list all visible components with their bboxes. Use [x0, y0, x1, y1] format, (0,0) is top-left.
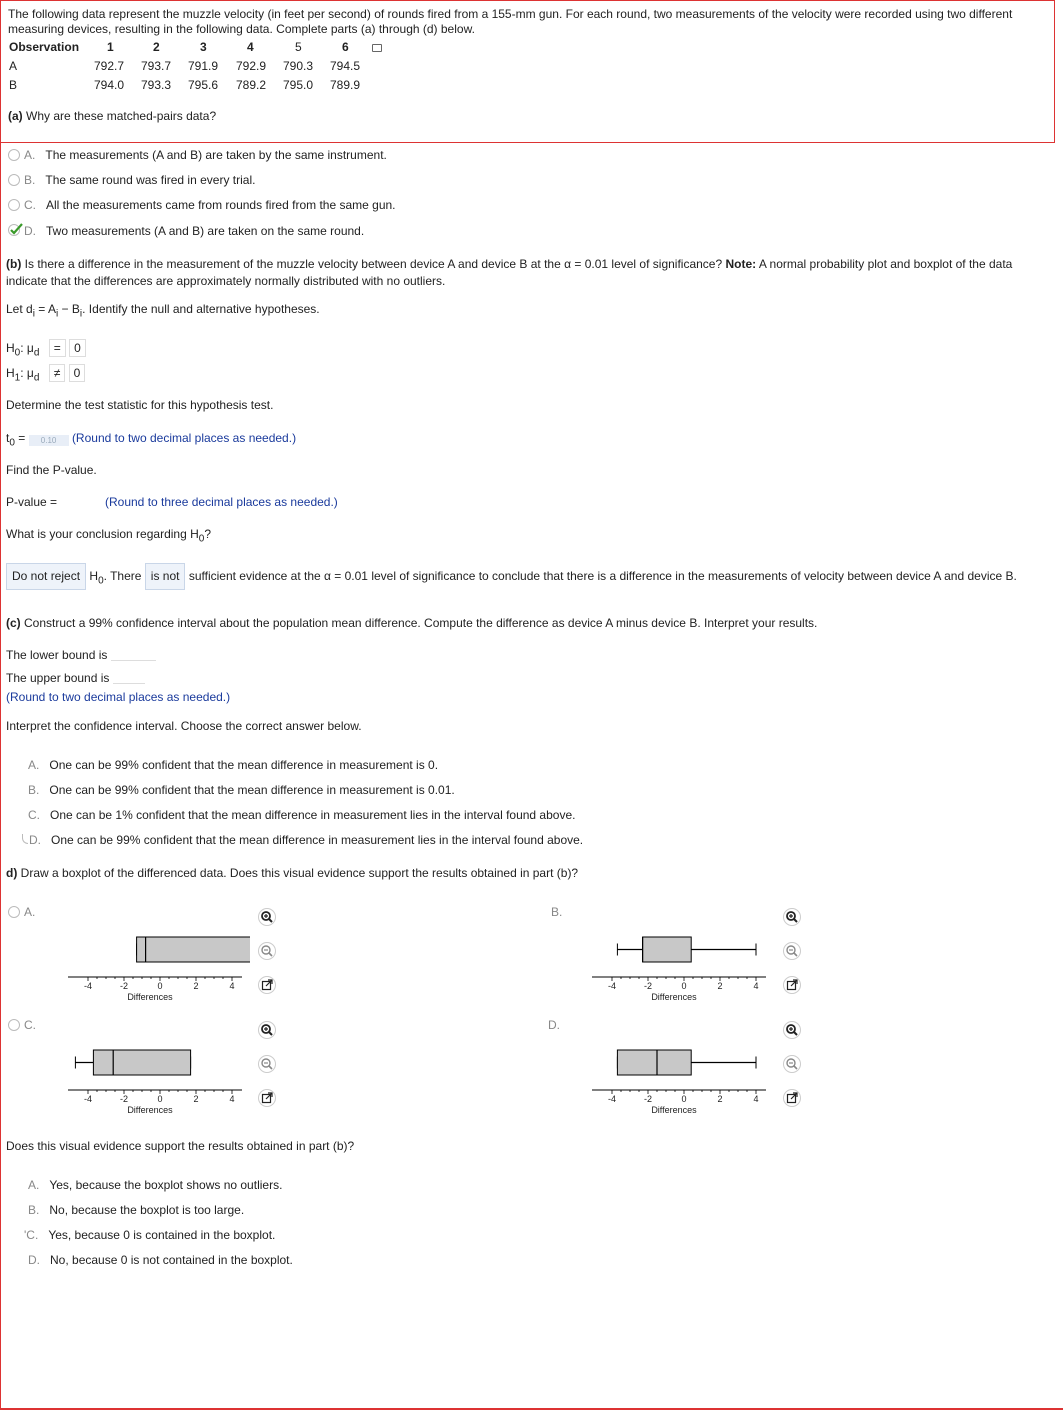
- popout-icon[interactable]: [783, 1089, 801, 1107]
- plot-option-a-label[interactable]: A.: [8, 905, 35, 919]
- frame-left-border: [0, 143, 1, 1410]
- part-a-option-c[interactable]: C. All the measurements came from rounds fired from the same gun.: [8, 198, 396, 212]
- h1-value[interactable]: 0: [69, 364, 86, 382]
- part-c-hint: (Round to two decimal places as needed.): [6, 690, 231, 704]
- upper-bound-row: The upper bound is: [6, 671, 145, 685]
- popout-icon[interactable]: [258, 976, 276, 994]
- part-c-option-a[interactable]: A. One can be 99% confident that the mean difference in measurement is 0.: [28, 758, 439, 772]
- boxplot-c: [60, 1038, 250, 1118]
- part-a-option-d[interactable]: D. Two measurements (A and B) are taken on the same round.: [8, 223, 364, 238]
- t0-input[interactable]: 0.10: [29, 435, 69, 446]
- part-b-question: (b) Is there a difference in the measurement of the muzzle velocity between device A and device B at the α = 0.01 level of significance? Note: A normal probability plot and boxplot of the data indicate that the differences are approximately normally distributed with no outliers.: [6, 257, 1013, 288]
- tick-label: -4: [607, 1094, 617, 1104]
- zoom-out-icon[interactable]: [783, 942, 801, 960]
- tick-label: 0: [157, 1094, 163, 1104]
- plot-option-c-label[interactable]: C.: [8, 1018, 36, 1032]
- part-d-option-d[interactable]: D. No, because 0 is not contained in the boxplot.: [28, 1253, 293, 1267]
- pvalue-input[interactable]: [66, 495, 100, 509]
- tick-label: 0: [681, 1094, 687, 1104]
- tick-label: 4: [753, 1094, 759, 1104]
- copy-icon[interactable]: [372, 44, 382, 52]
- boxplot-a: [60, 925, 250, 1005]
- obs-3: 3: [200, 40, 207, 54]
- alt-hypothesis: $H_1$: $\mu_d \ne 0$: [6, 364, 85, 383]
- cell: 793.7: [141, 59, 172, 73]
- null-hypothesis: $H_0$: $\mu_d = 0$: [6, 339, 86, 358]
- axis-label: Differences: [127, 992, 173, 1002]
- part-a-option-b[interactable]: B. The same round was fired in every trial.: [8, 173, 255, 187]
- radio-icon[interactable]: [8, 149, 20, 161]
- zoom-out-icon[interactable]: [258, 942, 276, 960]
- cell: 789.2: [236, 78, 267, 92]
- lower-bound-input[interactable]: [111, 650, 156, 661]
- conclusion-prompt: What is your conclusion regarding $H_0$?: [6, 527, 212, 545]
- radio-icon[interactable]: [8, 174, 20, 186]
- zoom-in-icon[interactable]: [258, 908, 276, 926]
- pvalue-prompt: Find the P-value.: [6, 463, 97, 477]
- part-d-option-c[interactable]: 'C. Yes, because 0 is contained in the boxplot.: [24, 1228, 276, 1242]
- cell: 792.7: [94, 59, 125, 73]
- obs-1: 1: [107, 40, 114, 54]
- conclusion-statement: Do not reject $H_0$. There is not sufficient evidence at the α = 0.01 level of significance to conclude that there is a difference in the measurements of velocity between device A and device B.: [6, 563, 1051, 591]
- part-d-option-a[interactable]: A. Yes, because the boxplot shows no outliers.: [28, 1178, 283, 1192]
- h0-operator[interactable]: =: [49, 339, 66, 357]
- upper-bound-input[interactable]: [113, 673, 145, 684]
- part-c-option-d[interactable]: D. One can be 99% confident that the mean difference in measurement lies in the interval found above.: [22, 833, 583, 847]
- radio-partial-icon: [22, 834, 28, 844]
- tick-label: -2: [643, 1094, 653, 1104]
- box-iqr: [643, 937, 692, 962]
- tick-label: 2: [193, 1094, 199, 1104]
- h1-operator[interactable]: ≠: [49, 364, 66, 382]
- tick-label: 4: [229, 981, 235, 991]
- pvalue-label: P-value =: [6, 495, 58, 509]
- test-stat-prompt: Determine the test statistic for this hypothesis test.: [6, 398, 274, 412]
- tick-label: -2: [643, 981, 653, 991]
- tick-label: -4: [607, 981, 617, 991]
- cell: 794.5: [330, 59, 361, 73]
- h0-value[interactable]: 0: [69, 339, 86, 357]
- plot-option-b-label[interactable]: B.: [551, 905, 563, 919]
- tick-label: -4: [83, 981, 93, 991]
- row-label-a: A: [9, 59, 18, 73]
- cell: 792.9: [236, 59, 267, 73]
- box-iqr: [137, 937, 250, 962]
- axis-label: Differences: [651, 1105, 697, 1115]
- cell: 795.6: [188, 78, 219, 92]
- table-header-label: Observation: [9, 40, 80, 54]
- lower-bound-row: The lower bound is: [6, 648, 156, 662]
- plot-option-d-label[interactable]: D.: [548, 1018, 560, 1032]
- tick-label: 4: [753, 981, 759, 991]
- t0-hint: (Round to two decimal places as needed.): [71, 431, 297, 445]
- boxplot-d: [584, 1038, 774, 1118]
- followup-question: Does this visual evidence support the results obtained in part (b)?: [6, 1139, 355, 1153]
- tick-label: 2: [717, 981, 723, 991]
- pvalue-hint: (Round to three decimal places as needed.): [105, 495, 338, 509]
- cell: 789.9: [330, 78, 361, 92]
- boxplot-b: [584, 925, 774, 1005]
- cell: 794.0: [94, 78, 125, 92]
- row-label-b: B: [9, 78, 18, 92]
- tick-label: -2: [119, 1094, 129, 1104]
- let-statement: Let $d_i = A_i - B_i$. Identify the null and alternative hypotheses.: [6, 302, 320, 320]
- tick-label: 4: [229, 1094, 235, 1104]
- tick-label: 0: [681, 981, 687, 991]
- part-d-option-b[interactable]: B. No, because the boxplot is too large.: [28, 1203, 245, 1217]
- checkmark-icon: [8, 223, 22, 235]
- part-a-question: (a) Why are these matched-pairs data?: [8, 109, 217, 123]
- tick-label: -2: [119, 981, 129, 991]
- cell: 793.3: [141, 78, 172, 92]
- tick-label: 2: [717, 1094, 723, 1104]
- tick-label: -4: [83, 1094, 93, 1104]
- popout-icon[interactable]: [783, 976, 801, 994]
- axis-label: Differences: [127, 1105, 173, 1115]
- box-iqr: [617, 1050, 691, 1075]
- zoom-out-icon[interactable]: [258, 1055, 276, 1073]
- part-d-question: d) Draw a boxplot of the differenced data. Does this visual evidence support the results obtained in part (b)?: [6, 866, 579, 880]
- axis-label: Differences: [651, 992, 697, 1002]
- interpret-prompt: Interpret the confidence interval. Choose the correct answer below.: [6, 719, 362, 733]
- obs-5: 5: [295, 40, 302, 54]
- obs-2: 2: [153, 40, 160, 54]
- popout-icon[interactable]: [258, 1089, 276, 1107]
- part-c-option-b[interactable]: B. One can be 99% confident that the mean difference in measurement is 0.01.: [28, 783, 455, 797]
- part-c-option-c[interactable]: C. One can be 1% confident that the mean difference in measurement lies in the interval found above.: [28, 808, 576, 822]
- cell: 790.3: [283, 59, 314, 73]
- zoom-in-icon[interactable]: [783, 1021, 801, 1039]
- part-a-option-a[interactable]: A. The measurements (A and B) are taken by the same instrument.: [8, 148, 387, 162]
- obs-4: 4: [247, 40, 254, 54]
- t0-row: $t_0 = 0.10$ (Round to two decimal places as needed.): [6, 431, 297, 449]
- obs-6: 6: [342, 40, 349, 54]
- radio-icon[interactable]: [8, 199, 20, 211]
- cell: 795.0: [283, 78, 314, 92]
- zoom-in-icon[interactable]: [783, 908, 801, 926]
- box-iqr: [93, 1050, 190, 1075]
- part-c-question: (c) Construct a 99% confidence interval about the population mean difference. Compute the difference as device A minus device B. Interpret your results.: [6, 616, 818, 630]
- intro-text: The following data represent the muzzle velocity (in feet per second) of rounds fired from a 155-mm gun. For each round, two measurements of the velocity were recorded using two different measuring devices, resulting in the following data. Complete parts (a) through (d) below.: [8, 7, 1013, 36]
- decision-dropdown[interactable]: Do not reject: [6, 563, 86, 590]
- tick-label: 2: [193, 981, 199, 991]
- zoom-out-icon[interactable]: [783, 1055, 801, 1073]
- zoom-in-icon[interactable]: [258, 1021, 276, 1039]
- tick-label: 0: [157, 981, 163, 991]
- evidence-dropdown[interactable]: is not: [145, 563, 186, 590]
- cell: 791.9: [188, 59, 219, 73]
